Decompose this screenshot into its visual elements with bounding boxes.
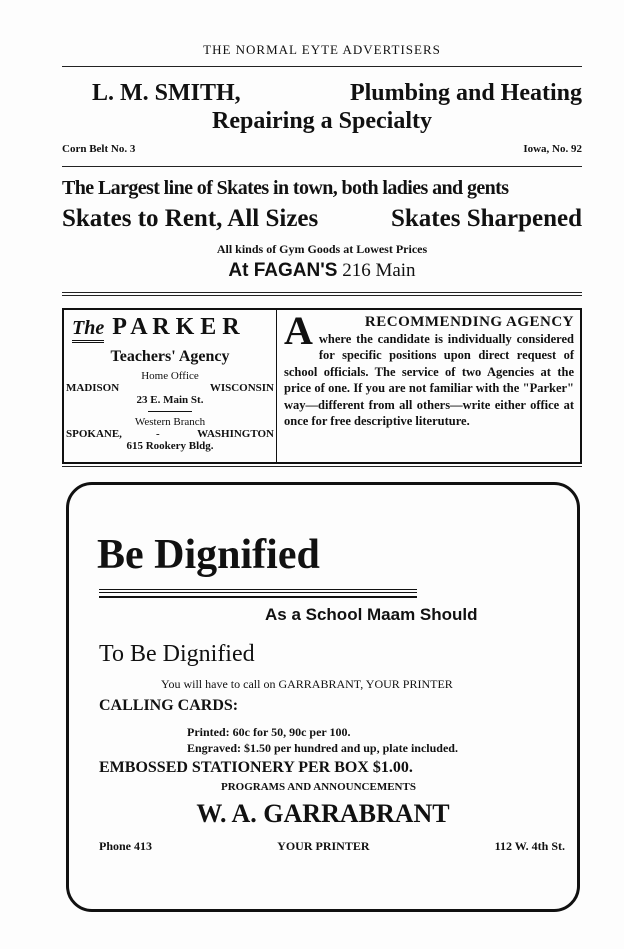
parker-state1: WISCONSIN: [209, 382, 274, 394]
fagan-line3: All kinds of Gym Goods at Lowest Prices: [216, 242, 428, 256]
embossed: EMBOSSED STATIONERY PER BOX $1.00.: [99, 759, 413, 776]
to-be-dignified: To Be Dignified: [99, 641, 255, 667]
parker-addr1: 23 E. Main St.: [136, 394, 204, 406]
printed-price: Printed: 60c for 50, 90c per 100.: [187, 725, 351, 739]
parker-home-office: Home Office: [141, 370, 199, 382]
divider: [62, 292, 582, 293]
ad-subtitle: As a School Maam Should: [265, 605, 478, 624]
parker-ad: [62, 308, 582, 464]
parker-dash: -: [156, 428, 160, 440]
garrabrant-name: W. A. GARRABRANT: [196, 799, 450, 828]
smith-phone-right: Iowa, No. 92: [523, 143, 582, 155]
fagan-store: At FAGAN'S: [228, 260, 338, 281]
smith-trade: Plumbing and Heating: [349, 80, 582, 106]
calling-cards: CALLING CARDS:: [99, 697, 239, 714]
fagan-line2b: Skates Sharpened: [390, 205, 582, 232]
divider: [62, 166, 582, 167]
garrabrant-ad: [66, 482, 580, 912]
parker-state2: WASHINGTON: [197, 428, 274, 440]
smith-specialty: Repairing a Specialty: [212, 108, 432, 134]
parker-the: The: [72, 317, 104, 343]
parker-western: Western Branch: [134, 416, 206, 428]
phone: Phone 413: [99, 839, 153, 853]
fagan-address: 216 Main: [342, 260, 416, 281]
street-address: 112 W. 4th St.: [494, 839, 565, 853]
divider: [62, 66, 582, 67]
parker-addr2: 615 Rookery Bldg.: [126, 440, 214, 452]
parker-agency: Teachers' Agency: [110, 348, 230, 365]
parker-city1: MADISON: [66, 382, 120, 394]
divider: [62, 295, 582, 296]
call-on: You will have to call on GARRABRANT, YOUR PRINTER: [161, 677, 453, 691]
parker-heading: RECOMMENDING AGENCY: [364, 314, 574, 330]
smith-name: L. M. SMITH,: [92, 80, 241, 106]
programs: PROGRAMS AND ANNOUNCEMENTS: [221, 781, 416, 793]
divider: [62, 466, 582, 467]
title-rule: [99, 589, 417, 598]
fagan-line2a: Skates to Rent, All Sizes: [62, 205, 319, 232]
running-header: THE NORMAL EYTE ADVERTISERS: [203, 42, 441, 57]
drop-cap: A: [284, 308, 313, 353]
parker-city2: SPOKANE,: [66, 428, 122, 440]
ad-title: Be Dignified: [97, 532, 320, 578]
parker-name: P A R K E R: [112, 314, 240, 340]
your-printer: YOUR PRINTER: [277, 839, 370, 853]
smith-phone-left: Corn Belt No. 3: [62, 143, 136, 155]
fagan-line1: The Largest line of Skates in town, both ladies and gents: [62, 177, 509, 199]
divider: [148, 411, 192, 412]
parker-body: where the candidate is individually considered for specific positions upon direct request of school officials. The service of two Agencies at the price of one. If you are not familiar with the "Parker" way—different from all others—write either office at once for free descriptive literuture.: [284, 331, 574, 428]
engraved-price: Engraved: $1.50 per hundred and up, plate included.: [187, 741, 458, 755]
